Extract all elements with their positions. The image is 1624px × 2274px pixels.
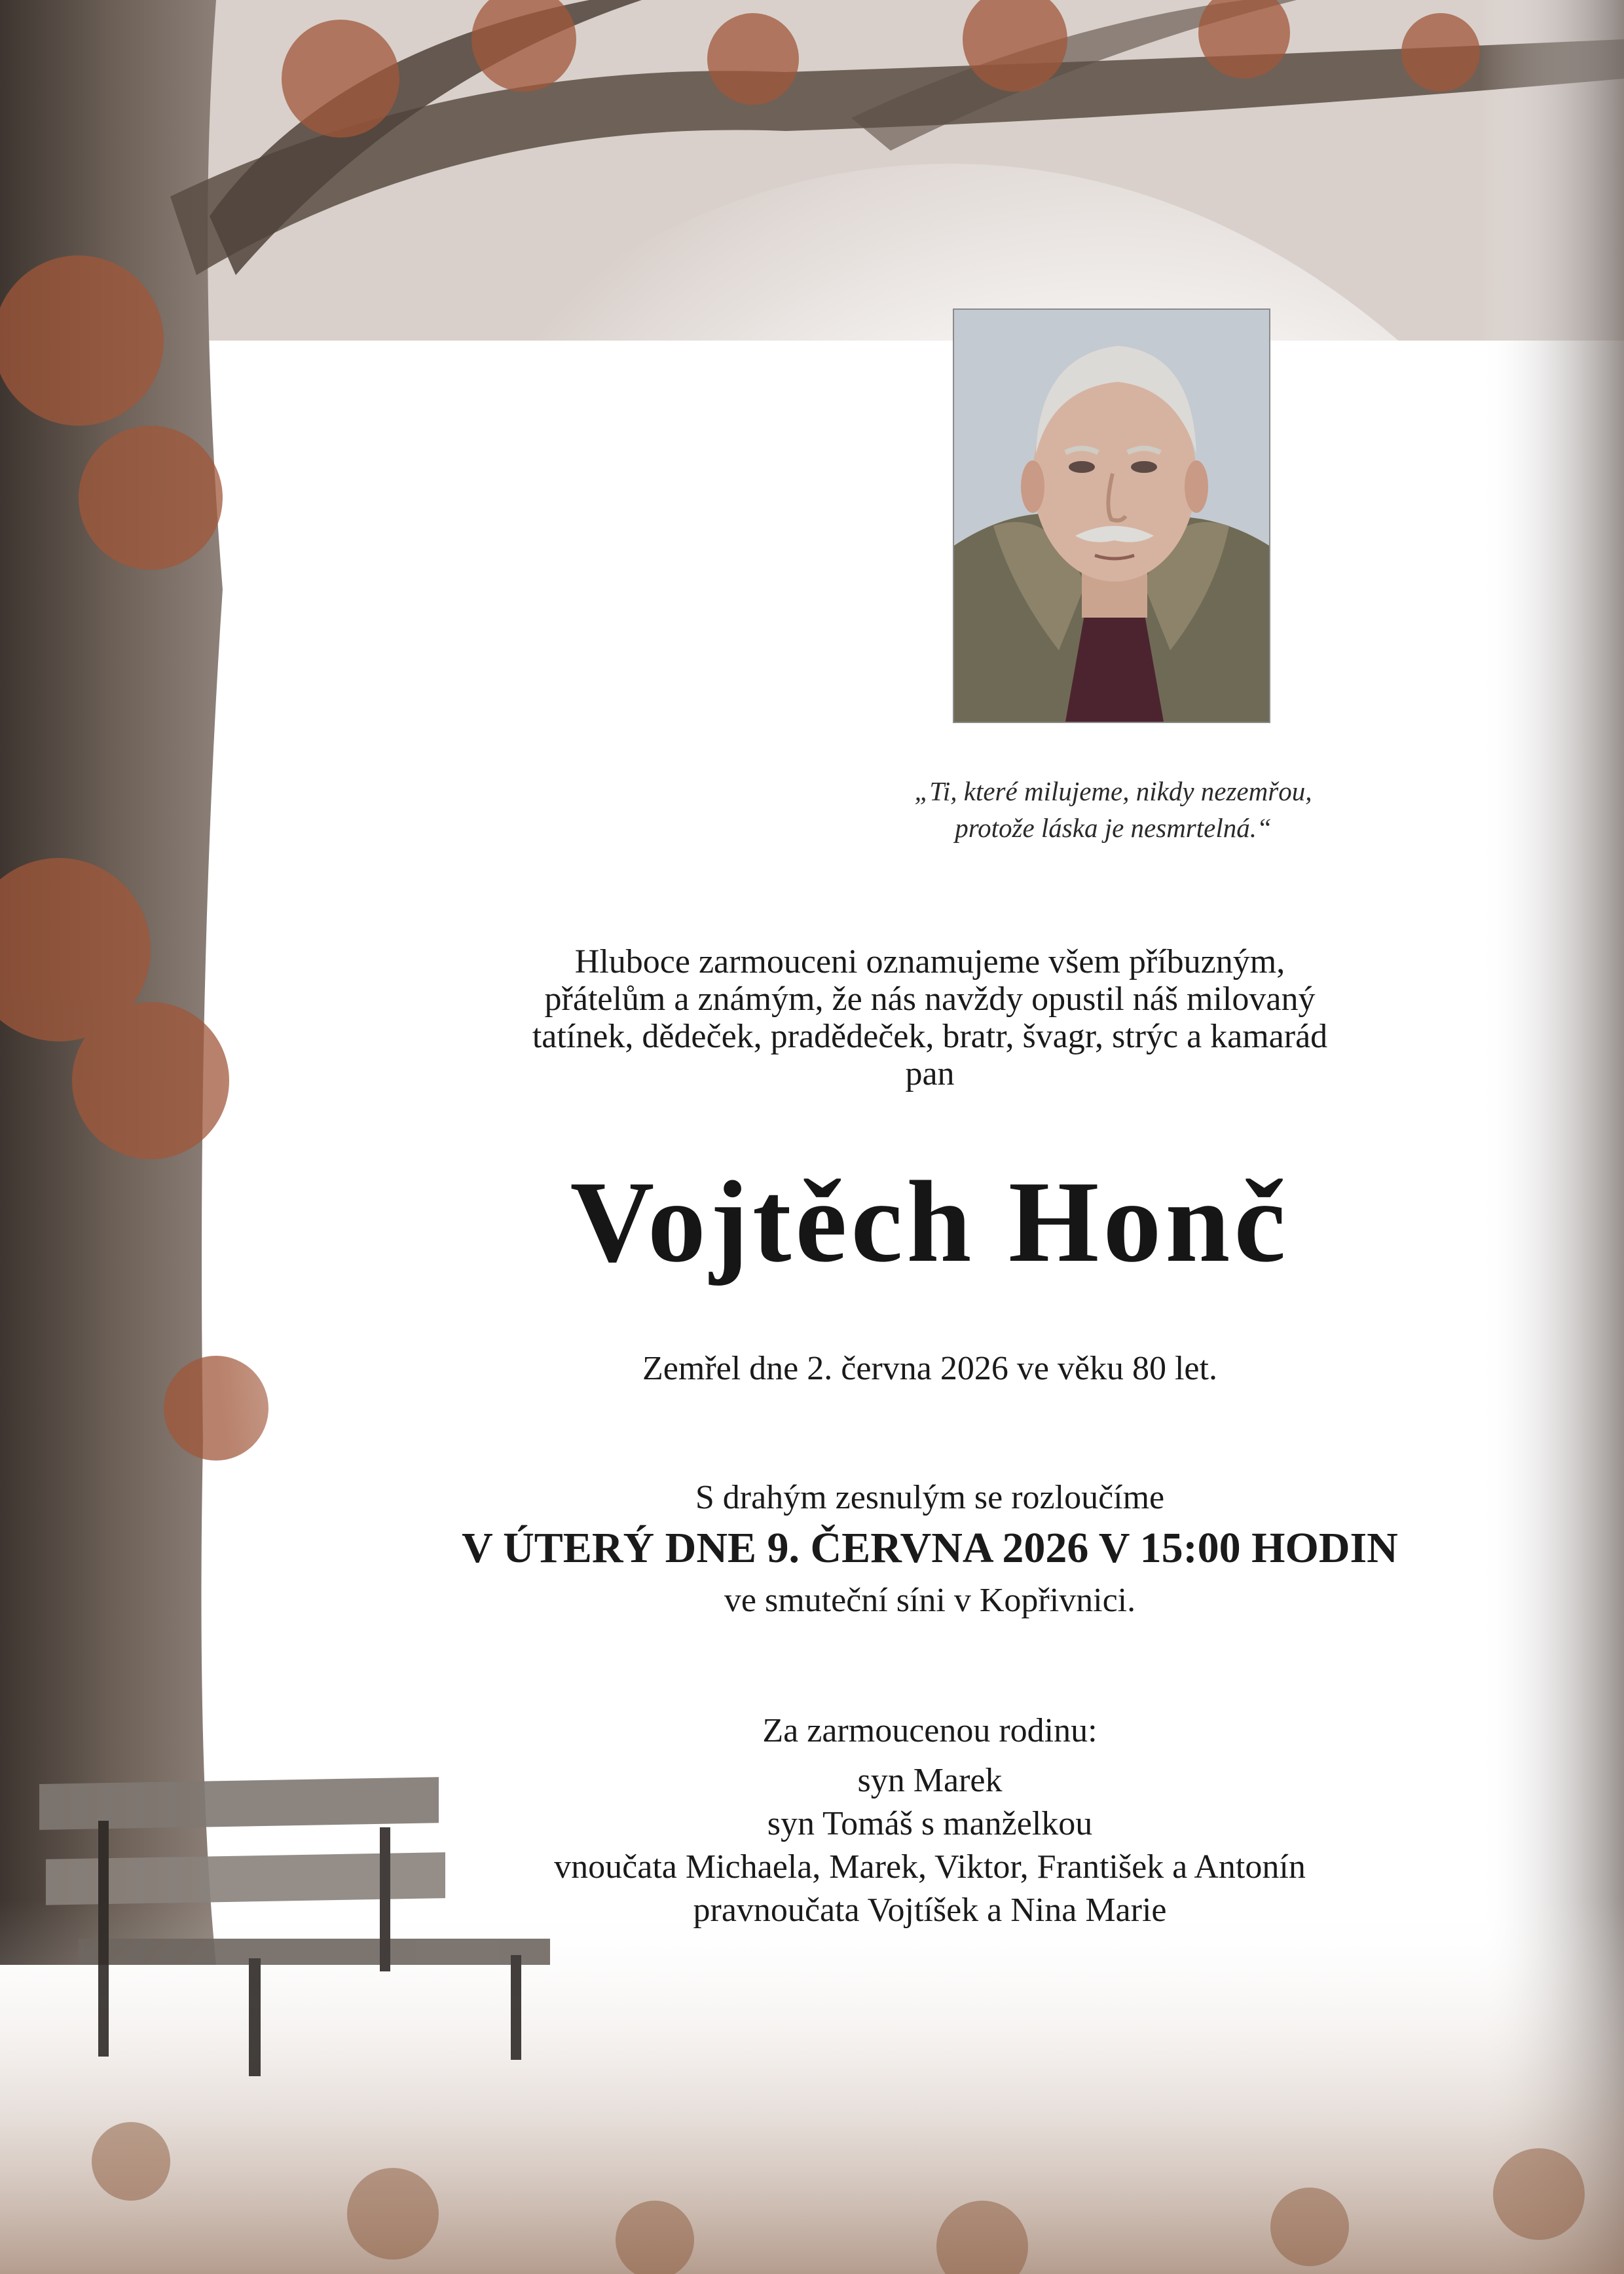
- farewell-datetime: V ÚTERÝ DNE 9. ČERVNA 2026 V 15:00 HODIN: [462, 1524, 1398, 1572]
- announcement-text: [367, 943, 1493, 1092]
- memorial-quote: [819, 773, 1408, 846]
- quote-line-2: protože láska je nesmrtelná.“: [955, 813, 1272, 843]
- family-member: vnoučata Michaela, Marek, Viktor, František a Antonín: [554, 1848, 1306, 1886]
- family-member: syn Tomáš s manželkou: [767, 1805, 1093, 1842]
- family-member: pravnoučata Vojtíšek a Nina Marie: [693, 1892, 1167, 1929]
- announcement-line: tatínek, dědeček, pradědeček, bratr, švagr, strýc a kamarád: [532, 1018, 1328, 1055]
- portrait-photo: [953, 308, 1270, 723]
- family-heading: Za zarmoucenou rodinu:: [762, 1712, 1098, 1749]
- farewell-lead: S drahým zesnulým se rozloučíme: [695, 1479, 1165, 1516]
- death-info: Zemřel dne 2. června 2026 ve věku 80 let.: [642, 1350, 1217, 1387]
- family-members-list: [367, 1759, 1493, 1932]
- farewell-place: ve smuteční síni v Kopřivnici.: [724, 1582, 1136, 1619]
- portrait-image: [954, 310, 1269, 722]
- announcement-line: Hluboce zarmouceni oznamujeme všem příbuzným,: [574, 943, 1285, 980]
- family-member: syn Marek: [857, 1762, 1003, 1799]
- quote-line-1: „Ti, které milujeme, nikdy nezemřou,: [914, 776, 1312, 806]
- deceased-name: Vojtěch Honč: [570, 1157, 1290, 1286]
- announcement-line: přátelům a známým, že nás navždy opustil náš milovaný: [544, 980, 1316, 1018]
- announcement-line: pan: [905, 1055, 955, 1092]
